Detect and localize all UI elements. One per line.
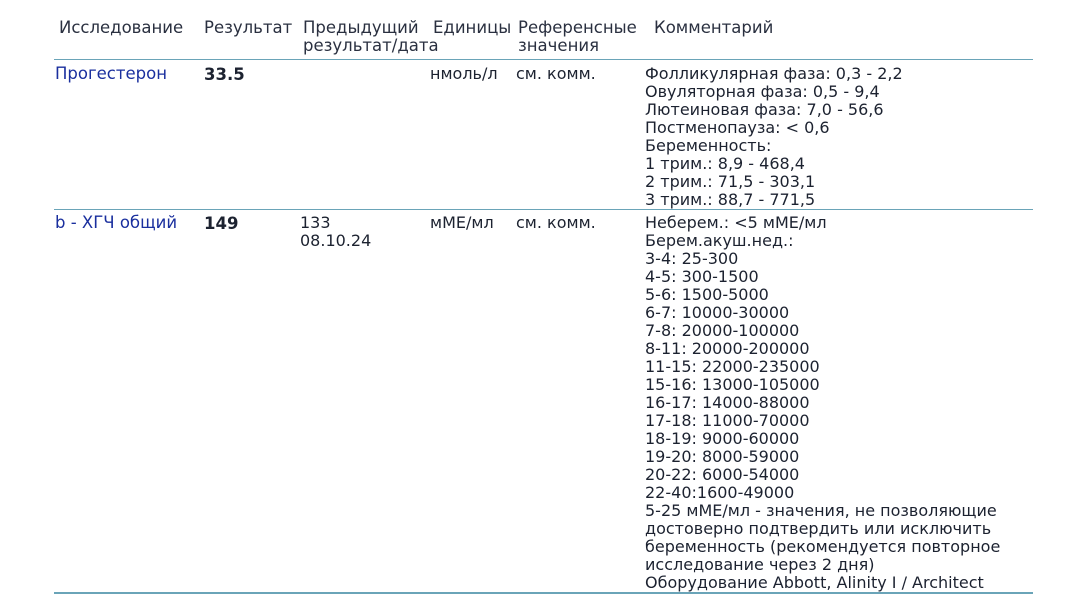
comment-line: 6-7: 10000-30000 bbox=[645, 303, 790, 322]
comment-line: Постменопауза: < 0,6 bbox=[645, 118, 830, 137]
row-hcg-comment bbox=[645, 214, 1000, 592]
comment-line: 2 трим.: 71,5 - 303,1 bbox=[645, 172, 816, 191]
previous-value: 133 bbox=[300, 213, 331, 232]
header-test: Исследование bbox=[59, 18, 184, 37]
header-previous-line2: результат/дата bbox=[303, 36, 439, 55]
comment-line: 20-22: 6000-54000 bbox=[645, 465, 800, 484]
row-hcg-reference: см. комм. bbox=[516, 213, 596, 232]
header-previous-line1: Предыдущий bbox=[303, 18, 419, 37]
comment-line: достоверно подтвердить или исключить bbox=[645, 519, 992, 538]
comment-line: Фолликулярная фаза: 0,3 - 2,2 bbox=[645, 64, 903, 83]
comment-line: 15-16: 13000-105000 bbox=[645, 375, 820, 394]
header-units: Единицы bbox=[433, 18, 512, 37]
header-reference-line1: Референсные bbox=[518, 18, 637, 37]
comment-line: 17-18: 11000-70000 bbox=[645, 411, 810, 430]
comment-line: Берем.акуш.нед.: bbox=[645, 231, 794, 250]
row-progesterone-comment bbox=[645, 65, 903, 209]
row-progesterone-name[interactable]: Прогестерон bbox=[55, 64, 167, 83]
comment-line: Неберем.: <5 мМЕ/мл bbox=[645, 213, 827, 232]
header-previous bbox=[303, 19, 439, 55]
comment-line: 11-15: 22000-235000 bbox=[645, 357, 820, 376]
row-divider bbox=[54, 209, 1033, 210]
row-progesterone-reference: см. комм. bbox=[516, 64, 596, 83]
comment-line: Беременность: bbox=[645, 136, 772, 155]
comment-line: Оборудование Abbott, Alinity I / Architect bbox=[645, 573, 984, 592]
comment-line: 19-20: 8000-59000 bbox=[645, 447, 800, 466]
comment-line: 7-8: 20000-100000 bbox=[645, 321, 800, 340]
comment-line: 4-5: 300-1500 bbox=[645, 267, 759, 286]
row-hcg-name[interactable]: b - ХГЧ общий bbox=[55, 213, 178, 232]
header-reference bbox=[518, 19, 637, 55]
comment-line: 22-40:1600-49000 bbox=[645, 483, 795, 502]
comment-line: 3-4: 25-300 bbox=[645, 249, 739, 268]
comment-line: 8-11: 20000-200000 bbox=[645, 339, 810, 358]
comment-line: 5-6: 1500-5000 bbox=[645, 285, 769, 304]
comment-line: 3 трим.: 88,7 - 771,5 bbox=[645, 190, 816, 209]
comment-line: беременность (рекомендуется повторное bbox=[645, 537, 1001, 556]
row-progesterone-units: нмоль/л bbox=[430, 64, 498, 83]
row-hcg-units: мМЕ/мл bbox=[430, 213, 494, 232]
comment-line: Овуляторная фаза: 0,5 - 9,4 bbox=[645, 82, 880, 101]
comment-line: исследование через 2 дня) bbox=[645, 555, 875, 574]
comment-line: 1 трим.: 8,9 - 468,4 bbox=[645, 154, 805, 173]
row-hcg-previous bbox=[300, 214, 371, 250]
comment-line: Лютеиновая фаза: 7,0 - 56,6 bbox=[645, 100, 884, 119]
comment-line: 18-19: 9000-60000 bbox=[645, 429, 800, 448]
row-hcg-result: 149 bbox=[204, 214, 239, 233]
header-comment: Комментарий bbox=[654, 18, 774, 37]
comment-line: 16-17: 14000-88000 bbox=[645, 393, 810, 412]
header-reference-line2: значения bbox=[518, 36, 600, 55]
header-result: Результат bbox=[204, 18, 293, 37]
previous-date: 08.10.24 bbox=[300, 231, 372, 250]
row-progesterone-result: 33.5 bbox=[204, 65, 245, 84]
header-divider bbox=[54, 59, 1033, 60]
comment-line: 5-25 мМЕ/мл - значения, не позволяющие bbox=[645, 501, 997, 520]
table-bottom-divider bbox=[54, 592, 1033, 594]
